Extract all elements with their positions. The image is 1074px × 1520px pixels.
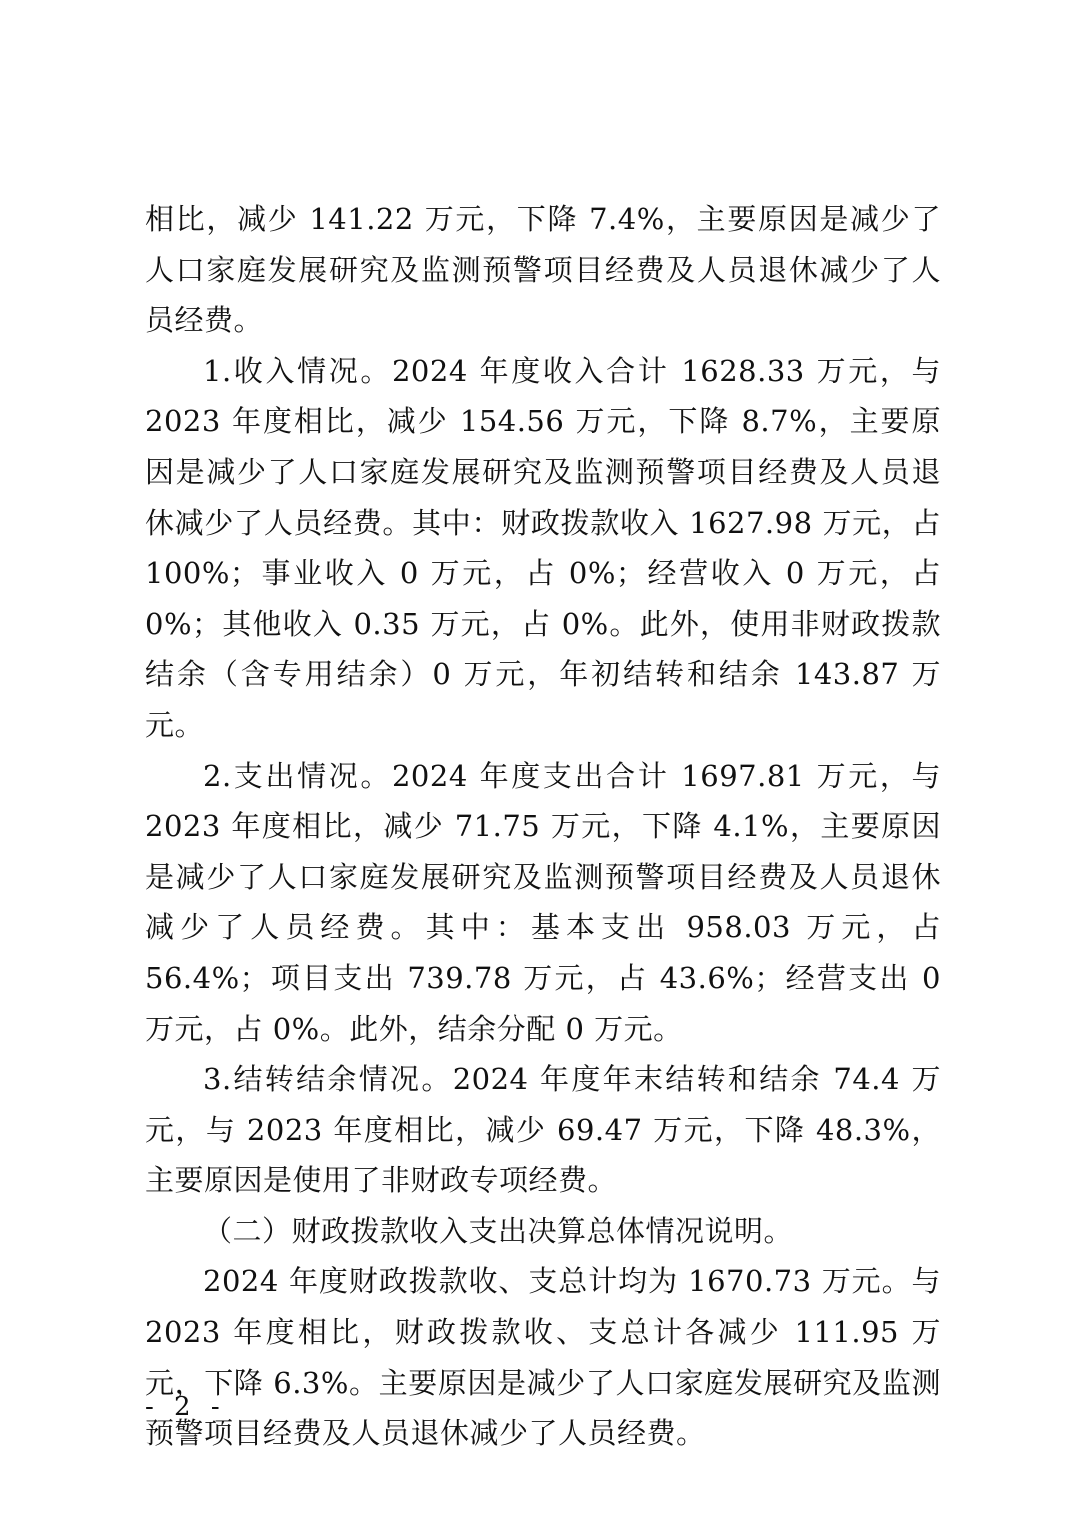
page-number: - 2 -	[145, 1392, 226, 1422]
document-body	[145, 194, 941, 1459]
section-heading: （二）财政拨款收入支出决算总体情况说明。	[203, 1213, 794, 1248]
paragraph-fiscal-summary: 2024 年度财政拨款收、支总计均为 1670.73 万元。与 2023 年度相比，财政拨款收、支总计各减少 111.95 万元，下降 6.3%。主要原因是减少了人口家庭发展研究及监测预警项目经费及人员退休减少了人员经费。	[145, 1264, 941, 1451]
paragraph-expenditure: 2.支出情况。2024 年度支出合计 1697.81 万元，与 2023 年度相比，减少 71.75 万元，下降 4.1%，主要原因是减少了人口家庭发展研究及监测预警项目经费及人员退休减少了人员经费。其中：基本支出 958.03 万元，占 56.4%；项目支出 739.78 万元，占 43.6%；经营支出 0 万元，占 0%。此外，结余分配 0 万元。	[145, 758, 941, 1046]
paragraph-continuation: 相比，减少 141.22 万元，下降 7.4%，主要原因是减少了人口家庭发展研究及监测预警项目经费及人员退休减少了人员经费。	[145, 202, 941, 338]
paragraph-carryover: 3.结转结余情况。2024 年度年末结转和结余 74.4 万元，与 2023 年度相比，减少 69.47 万元，下降 48.3%，主要原因是使用了非财政专项经费。	[145, 1062, 941, 1198]
paragraph-income: 1.收入情况。2024 年度收入合计 1628.33 万元，与 2023 年度相比，减少 154.56 万元，下降 8.7%，主要原因是减少了人口家庭发展研究及监测预警项目经费及人员退休减少了人员经费。其中：财政拨款收入 1627.98 万元，占 100%；事业收入 0 万元，占 0%；经营收入 0 万元，占 0%；其他收入 0.35 万元，占 0%。此外，使用非财政拨款结余（含专用结余）0 万元，年初结转和结余 143.87 万元。	[145, 353, 941, 742]
